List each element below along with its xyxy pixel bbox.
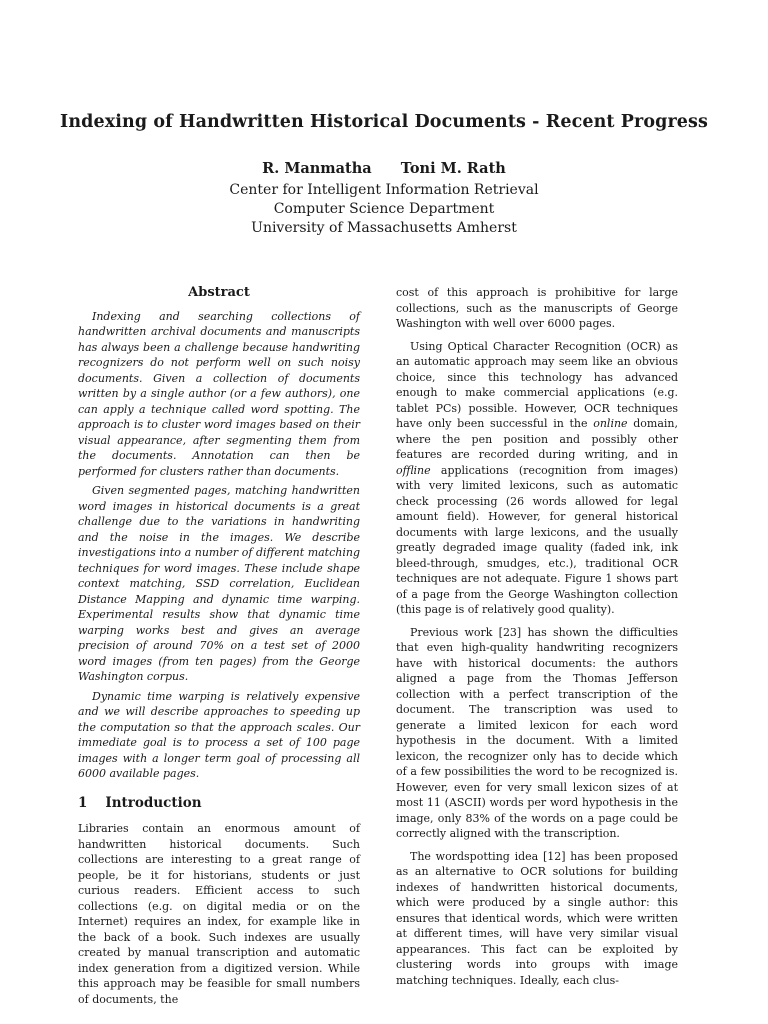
emphasis-offline: offline <box>396 463 431 477</box>
affiliation-department: Computer Science Department <box>273 201 495 217</box>
abstract-paragraph: Given segmented pages, matching handwritten word images in historical documents is a great challenge due to the variations in handwriting and the noise in the images. We describe investigations into a number of different matching techniques for word images. These include shape context matching, SSD correlation, Euclidean Distance Mapping and dynamic time warping. Experimental results show that dynamic time warping works best and gives an average precision of around 70% on a test set of 2000 word images (from ten pages) from the George Washington corpus. <box>78 484 360 683</box>
section-title: Introduction <box>105 794 202 811</box>
text-run: applications (recognition from images) with very limited lexicons, such as automatic check processing (26 words allowed for legal amount field). However, for general historical documents with large lexicons, and the usually greatly degraded image quality (faded ink, ink bleed-through, smudges, etc.), traditional OCR techniques are not adequate. Figure 1 shows part of a page from the George Washington collection (this page is of relatively good quality). <box>396 463 678 616</box>
right-column <box>396 285 678 995</box>
affiliation-center: Center for Intelligent Information Retrieval <box>229 182 539 198</box>
left-column <box>78 285 360 1014</box>
abstract-paragraph: Dynamic time warping is relatively expensive and we will describe approaches to speeding up the computation so that the approach scales. Our immediate goal is to process a set of 100 page images with a longer term goal of processing all 6000 available pages. <box>78 689 360 780</box>
text-run: Using Optical Character Recognition (OCR) as an automatic approach may seem like an obvious choice, since this technology has advanced enough to make commercial applications (e.g. tablet PCs) possible. However, OCR techniques have only been successful in the <box>396 339 678 430</box>
emphasis-online: online <box>593 417 628 430</box>
section-heading-introduction <box>78 796 360 812</box>
abstract-heading: Abstract <box>188 285 250 300</box>
wordspotting-paragraph: The wordspotting idea [12] has been proposed as an alternative to OCR solutions for building indexes of handwritten historical documents, which were produced by a single author: this ensures that identical words, which were written at different times, will have very similar visual appearances. This fact can be exploited by clustering words into groups with image matching techniques. Ideally, each clus- <box>396 849 678 987</box>
section-number: 1 <box>78 794 88 811</box>
paper-title: Indexing of Handwritten Historical Documents - Recent Progress <box>60 112 708 132</box>
intro-paragraph: Libraries contain an enormous amount of handwritten historical documents. Such collections are interesting to a great range of people, be it for historians, students or just curious readers. Efficient access to such collections (e.g. on digital media or on the Internet) requires an index, for example like in the back of a book. Such indexes are usually created by manual transcription and automatic index generation from a digitized version. While this approach may be feasible for small numbers of documents, the <box>78 822 360 1006</box>
abstract-section <box>78 285 360 782</box>
abstract-paragraph: Indexing and searching collections of handwritten archival documents and manuscripts has always been a challenge because handwriting recognizers do not perform well on such noisy documents. Given a collection of documents written by a single author (or a few authors), one can apply a technique called word spotting. The approach is to cluster word images based on their visual appearance, after segmenting them from the documents. Annotation can then be performed for clusters rather than documents. <box>78 309 360 478</box>
text-run: domain, where the pen position and possibly other features are recorded during writing, and in <box>396 417 679 461</box>
ocr-paragraph <box>396 339 678 618</box>
previous-work-paragraph: Previous work [23] has shown the difficulties that even high-quality handwriting recognizers have with historical documents: the authors aligned a page from the Thomas Jefferson collection with a perfect transcription of the document. The transcription was used to generate a limited lexicon for each word hypothesis in the document. With a limited lexicon, the recognizer only has to decide which of a few possibilities the word to be recognized is. However, even for very small lexicon sizes of at most 11 (ASCII) words per word hypothesis in the image, only 83% of the words on a page could be correctly aligned with the transcription. <box>396 625 678 840</box>
body-paragraph: cost of this approach is prohibitive for large collections, such as the manuscripts of George Washington with well over 6000 pages. <box>396 286 678 330</box>
author-name: Toni M. Rath <box>400 160 506 177</box>
author-name: R. Manmatha <box>262 160 372 177</box>
author-list <box>0 160 768 177</box>
affiliation-university: University of Massachusetts Amherst <box>251 220 517 236</box>
